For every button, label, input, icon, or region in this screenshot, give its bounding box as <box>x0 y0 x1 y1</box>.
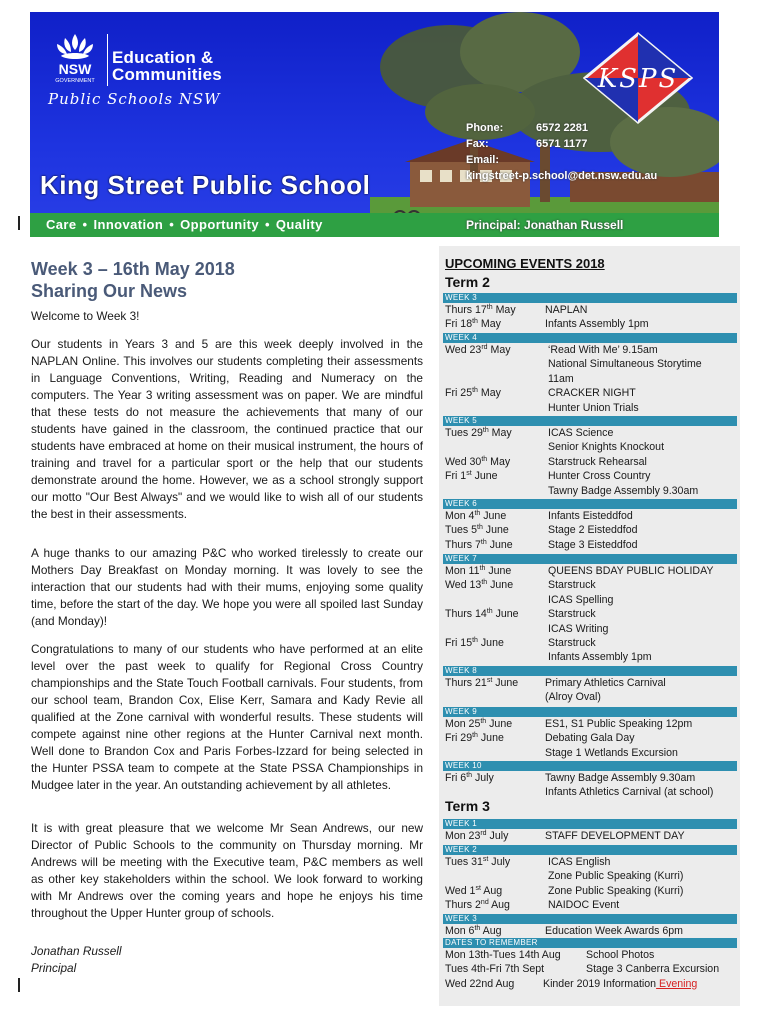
week-band: WEEK 3 <box>443 293 737 303</box>
event-date: Mon 11th June <box>445 565 512 577</box>
margin-mark <box>18 978 20 992</box>
event-date: Fri 6th July <box>445 772 494 784</box>
upcoming-events-panel <box>439 246 740 1006</box>
event-description: Hunter Cross Country <box>548 470 651 483</box>
mothers-day-paragraph: A huge thanks to our amazing P&C who worked tirelessly to create our Mothers Day Breakfast on Monday morning. It was lovely to see the interaction that our students had with their mums, enjoying some quality time, before the start of the day. We hope you were all spoiled last Sunday (and Monday)! <box>31 546 423 628</box>
event-description: Senior Knights Knockout <box>548 441 665 454</box>
event-date: Mon 6th Aug <box>445 925 502 937</box>
event-description: Stage 2 Eisteddfod <box>548 524 638 537</box>
event-description: Zone Public Speaking (Kurri) <box>548 870 684 883</box>
week-band: WEEK 5 <box>443 416 737 426</box>
event-description: 11am <box>548 372 574 385</box>
event-date: Wed 1st Aug <box>445 884 503 897</box>
school-values: Care • Innovation • Opportunity • Quality <box>46 217 323 232</box>
signature-role: Principal <box>31 961 77 975</box>
event-description: ICAS Writing <box>548 622 609 635</box>
event-description: Infants Assembly 1pm <box>545 318 649 331</box>
event-description: ‘Read With Me’ 9.15am <box>548 344 658 356</box>
week-band: WEEK 1 <box>443 819 737 829</box>
event-description: CRACKER NIGHT <box>548 387 636 400</box>
event-description: Infants Assembly 1pm <box>548 651 652 664</box>
event-description: National Simultaneous Storytime <box>548 358 702 371</box>
principal-name: Principal: Jonathan Russell <box>466 218 624 232</box>
fax-label: Fax: <box>466 138 489 150</box>
event-description: ICAS Spelling <box>548 593 614 606</box>
sports-paragraph: Congratulations to many of our students who have performed at an elite level over the past week to qualify for Regional Cross Country championships and the State Touch Football carnivals. Four students, from our school team, Brandon Cox, Elise Kerr, Samara and Kady Revie all qualified at the Zone carnival with wonderful results. These students will compete against nine other regions at the Hunter Carnival next month. Well done to Brandon Cox and Paris Forbes-Izzard for being selected in the Hunter PSSA team to compete at the State PSSA Championships in Mudgee later in the year. An outstanding achievement by all athletes. <box>31 642 423 792</box>
event-description: Tawny Badge Assembly 9.30am <box>545 772 696 784</box>
event-description: Starstruck Rehearsal <box>548 455 647 468</box>
event-date: Mon 23rd July <box>445 830 509 842</box>
nsw-label: NSW <box>58 61 92 77</box>
events-title: UPCOMING EVENTS 2018 <box>445 256 605 271</box>
reminder-event: Kinder 2019 Information Evening <box>543 977 698 990</box>
event-description: ICAS Science <box>548 427 614 439</box>
week-band: WEEK 8 <box>443 666 737 676</box>
event-description: Starstruck <box>548 637 596 649</box>
event-date: Mon 25th June <box>445 718 513 730</box>
event-date: Thurs 14th June <box>445 608 519 621</box>
public-schools-tagline: Public Schools NSW <box>48 90 221 108</box>
reminder-event: School Photos <box>586 949 655 961</box>
event-description: QUEENS BDAY PUBLIC HOLIDAY <box>548 565 714 577</box>
event-date: Wed 23rd May <box>445 344 511 356</box>
org-line-2: Communities <box>112 65 222 84</box>
masthead-banner <box>30 12 719 237</box>
event-date: Thurs 7th June <box>445 538 513 551</box>
week-band: DATES TO REMEMBER <box>443 938 737 948</box>
evening-link[interactable]: Evening <box>656 977 698 990</box>
event-description: Stage 1 Wetlands Excursion <box>545 746 678 759</box>
welcome-text: Welcome to Week 3! <box>31 309 140 323</box>
event-description: Hunter Union Trials <box>548 401 639 414</box>
event-description: Infants Eisteddfod <box>548 510 633 522</box>
nsw-sub: GOVERNMENT <box>55 78 95 84</box>
email-label: Email: <box>466 154 500 166</box>
phone-number: 6572 2281 <box>536 122 588 134</box>
event-description: Primary Athletics Carnival <box>545 677 666 689</box>
logo-divider <box>107 34 108 86</box>
newsletter-body <box>31 258 423 975</box>
margin-mark <box>18 216 20 230</box>
event-date: Fri 1st June <box>445 470 498 483</box>
week-band: WEEK 4 <box>443 333 737 343</box>
event-date: Mon 4th June <box>445 510 507 522</box>
event-date: Tues 31st July <box>445 856 511 868</box>
term-3-heading: Term 3 <box>445 798 490 814</box>
week-band: WEEK 3 <box>443 914 737 924</box>
event-date: Thurs 17th May <box>445 304 516 316</box>
newsletter-heading: Sharing Our News <box>31 281 188 301</box>
phone-label: Phone: <box>466 122 504 134</box>
reminder-event: Stage 3 Canberra Excursion <box>586 963 720 976</box>
event-description: Starstruck <box>548 608 596 621</box>
event-date: Fri 29th June <box>445 732 504 745</box>
event-description: ES1, S1 Public Speaking 12pm <box>545 718 693 730</box>
reminder-date: Wed 22nd Aug <box>445 977 515 990</box>
event-description: NAIDOC Event <box>548 899 620 912</box>
week-band: WEEK 6 <box>443 499 737 509</box>
event-date: Fri 25th May <box>445 387 501 400</box>
event-description: NAPLAN <box>545 304 588 316</box>
week-band: WEEK 9 <box>443 707 737 717</box>
event-description: Education Week Awards 6pm <box>545 925 683 937</box>
event-date: Fri 15th June <box>445 637 504 649</box>
event-date: Wed 30th May <box>445 455 511 468</box>
event-description: Tawny Badge Assembly 9.30am <box>548 484 699 497</box>
director-paragraph: It is with great pleasure that we welcome Mr Sean Andrews, our new Director of Public Schools to the community on Thursday morning. Mr Andrews will be meeting with the Executive team, P&C members as well as other key stakeholders within the school. We look forward to working with Mr Andrews over the coming years and hope he enjoys his time throughout the Upper Hunter group of schools. <box>31 821 423 920</box>
newsletter-week-title: Week 3 – 16th May 2018 <box>31 259 235 279</box>
event-description: ICAS English <box>548 856 611 868</box>
week-band: WEEK 10 <box>443 761 737 771</box>
nsw-waratah-logo <box>45 30 105 92</box>
school-crest <box>583 32 693 124</box>
signature-name: Jonathan Russell <box>31 944 122 958</box>
event-date: Fri 18th May <box>445 318 501 331</box>
school-name: King Street Public School <box>40 170 371 200</box>
event-description: (Alroy Oval) <box>545 691 601 704</box>
event-description: STAFF DEVELOPMENT DAY <box>545 830 685 842</box>
crest-text: KSPS <box>597 64 679 94</box>
org-line-1: Education & <box>112 48 214 67</box>
event-date: Thurs 21st June <box>445 677 519 689</box>
event-description: Infants Athletics Carnival (at school) <box>545 786 714 799</box>
fax-number: 6571 1177 <box>536 138 588 150</box>
reminder-date: Tues 4th-Fri 7th Sept <box>445 963 545 976</box>
event-description: Starstruck <box>548 579 596 592</box>
event-date: Tues 5th June <box>445 524 509 537</box>
reminder-date: Mon 13th-Tues 14th Aug <box>445 949 561 961</box>
event-description: Debating Gala Day <box>545 732 635 745</box>
term-2-heading: Term 2 <box>445 274 490 290</box>
event-description: Zone Public Speaking (Kurri) <box>548 884 684 897</box>
week-band: WEEK 7 <box>443 554 737 564</box>
week-band: WEEK 2 <box>443 845 737 855</box>
event-description: Stage 3 Eisteddfod <box>548 538 638 551</box>
email-address[interactable]: kingstreet-p.school@det.nsw.edu.au <box>466 170 658 182</box>
event-date: Thurs 2nd Aug <box>445 899 510 912</box>
naplan-paragraph: Our students in Years 3 and 5 are this week deeply involved in the NAPLAN Online. This involves our students completing their assessments in Language Conventions, Writing, Reading and Numeracy on the computers. The Year 3 writing assessment was on paper. We are mindful that these tests do not measure the achievements that many of our students have gained in the classroom, the continued practice that our students have embraced at home on their musical instrument, the hours of training and travel for a particular sport or the help that our students demonstrate around the home. However, we as a school strongly support our motto "Our Best Always" and we would like to wish all of our students the best in their assessments. <box>31 337 423 521</box>
event-date: Wed 13th June <box>445 579 514 592</box>
event-date: Tues 29th May <box>445 427 512 439</box>
